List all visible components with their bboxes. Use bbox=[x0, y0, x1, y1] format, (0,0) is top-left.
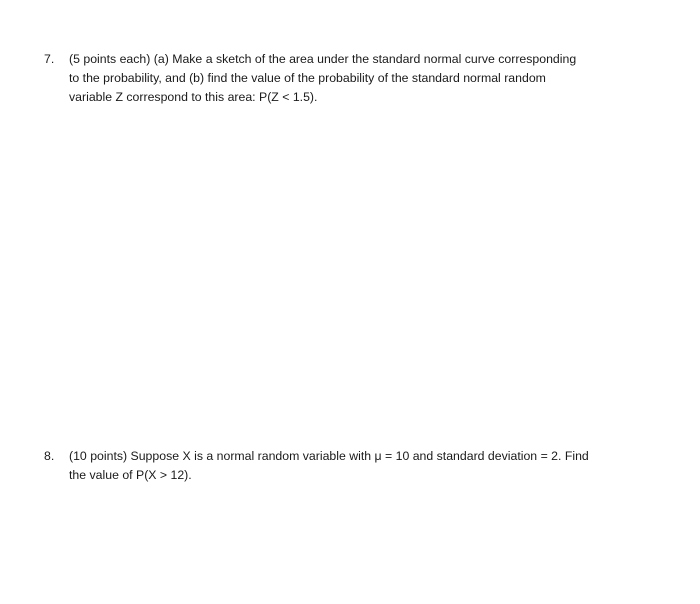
question-text bbox=[69, 447, 644, 485]
question-line: the value of P(X > 12). bbox=[69, 468, 192, 482]
question-number: 7. bbox=[44, 52, 55, 66]
question-number: 8. bbox=[44, 449, 55, 463]
question-line: (5 points each) (a) Make a sketch of the area under the standard normal curve corresponding bbox=[69, 52, 577, 66]
question-line: (10 points) Suppose X is a normal random variable with μ = 10 and standard deviation = 2. Find bbox=[69, 449, 589, 463]
question-line: to the probability, and (b) find the value of the probability of the standard normal random bbox=[69, 71, 546, 85]
question-7 bbox=[44, 50, 644, 107]
question-8 bbox=[44, 447, 644, 485]
question-line: variable Z correspond to this area: P(Z < 1.5). bbox=[69, 90, 318, 104]
question-text bbox=[69, 50, 644, 107]
